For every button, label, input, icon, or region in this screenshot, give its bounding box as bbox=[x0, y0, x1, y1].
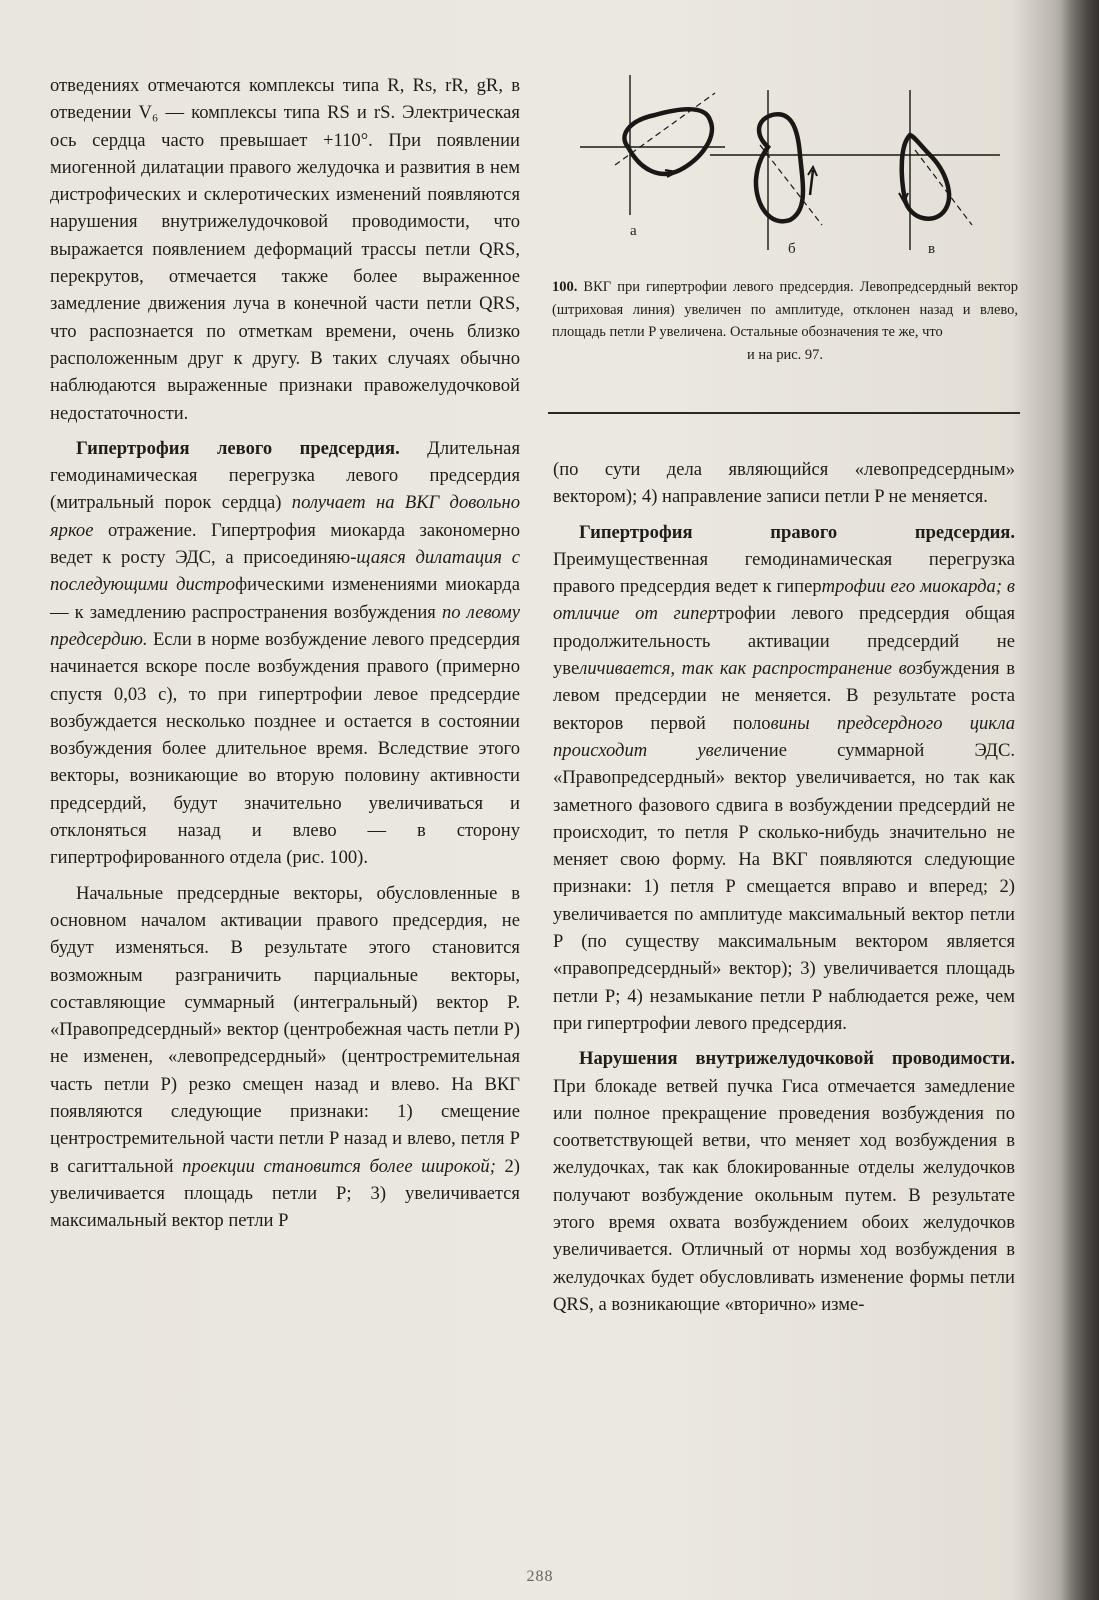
italic-run: получает на ВКГ довольно яркое bbox=[50, 492, 520, 541]
page-number: 288 bbox=[526, 1568, 554, 1585]
text-run: Преимущественная гемодинамическая перегрузка правого предсердия ведет к гипер bbox=[553, 548, 1015, 598]
section-heading-left-atrium: Гипертрофия левого предсердия. bbox=[76, 437, 400, 459]
caption-last-line: и на рис. 97. bbox=[746, 346, 824, 363]
figure-caption bbox=[552, 276, 1018, 366]
section-heading-conduction: Нарушения внутрижелудочковой проводимости. bbox=[579, 1048, 1015, 1070]
figure-label-a: а bbox=[630, 223, 637, 239]
binding-edge-shadow bbox=[1061, 0, 1099, 1600]
left-paragraph-3 bbox=[50, 880, 520, 1235]
caption-divider bbox=[548, 412, 1020, 414]
right-paragraph-2 bbox=[553, 519, 1015, 1038]
text-run: буждения в левом предсердии не меняется. В результате роста векторов первой поло bbox=[553, 658, 1015, 734]
italic-run: трофии его миокарда; в отличие от гипер bbox=[553, 576, 1015, 625]
text-run: трофии левого предсердия общая продолжительность активации предсердий не уве bbox=[553, 603, 1016, 680]
italic-run: по левому предсердию. bbox=[50, 601, 520, 650]
caption-title: ВКГ при гипертрофии левого предсердия. bbox=[577, 279, 854, 295]
vcg-loop-c bbox=[860, 90, 1000, 257]
right-paragraph-1: (по сути дела являющийся «левопредсердным» вектором); 4) направление записи петли P не меняется. bbox=[553, 459, 1015, 508]
text-run: отражение. Гипертрофия миокарда закономерно ведет к росту ЭДС, а присоединяю- bbox=[50, 519, 520, 569]
italic-run: щаяся дилатация с последующими дистро bbox=[50, 547, 520, 596]
vcg-loop-a bbox=[580, 75, 725, 239]
text-run: Длительная гемодинамическая перегрузка левого предсердия (митральный порок сердца) bbox=[50, 437, 520, 514]
left-paragraph-2 bbox=[50, 435, 520, 872]
text-run: Если в норме возбуждение левого предсердия начинается вскоре после возбуждения правого (примерно спустя 0,03 с), то при гипертрофии левое предсердие возбуждается несколько позднее и остается в состоянии возбуждения более длительное время. Вследствие этого векторы, возникающие во вторую половину активности предсердий, будут значительно увеличиваться и отклоняться назад и влево — в сторону гипертрофированного отдела (рис. 100). bbox=[50, 628, 520, 869]
italic-run: вины предсердного цикла происходит уве bbox=[553, 712, 1015, 761]
italic-run: личивается, так как распространение воз bbox=[579, 658, 923, 680]
vcg-loop-b bbox=[710, 90, 860, 257]
right-column bbox=[553, 456, 1015, 1318]
left-column bbox=[50, 72, 520, 1234]
text-run: личение суммарной ЭДС. «Правопредсердный» вектор увеличивается, но так как заметного фазового сдвига в возбуждении предсердий не происходит, то петля P сколько-нибудь значительно не меняет свою форму. На ВКГ появляются следующие признаки: 1) петля P смещается вправо и вперед; 2) увеличивается по амплитуде максимальный вектор петли P (по существу максимальным вектором является «правопредсердный» вектор); 3) увеличивается площадь петли P; 4) незамыкание петли P наблюдается реже, чем при гипертрофии левого предсердия. bbox=[553, 739, 1015, 1034]
text-run: Начальные предсердные векторы, обусловленные в основном началом активации правого предсердия, не будут изменяться. В результате этого становится возможным разграничить парциальные векторы, составляющие суммарный (интегральный) вектор P. «Правопредсердный» вектор (центробежная часть петли P) не изменен, «левопредсердный» (центростремительная часть петли P) резко смещен назад и влево. На ВКГ появляются следующие признаки: 1) смещение центростремительной части петли P назад и влево, петля P в сагиттальной bbox=[50, 882, 520, 1177]
caption-body: Левопредсердный вектор (штриховая линия) увеличен по амплитуде, отклонен назад и влево, площадь петли P увеличена. Остальные обозначения те же, что bbox=[552, 279, 1019, 340]
left-paragraph-1: отведениях отмечаются комплексы типа R, Rs, rR, gR, в отведении V₆ — комплексы типа RS и rS. Электрическая ось сердца часто превышает +110°. При появлении миогенной дилатации правого желудочка и развития в нем дистрофических и склеротических изменений появляются нарушения внутрижелудочковой проводимости, что выражается появлением деформаций трассы петли QRS, перекрутов, отмечается также более выраженное замедление движения луча в конечной части петли QRS, что распознается по отметкам времени, очень близко расположенным друг к другу. В таких случаях обычно наблюдаются выраженные признаки правожелудочковой недостаточности. bbox=[50, 75, 520, 424]
figure-label-b: б bbox=[788, 241, 796, 257]
caption-number: 100. bbox=[552, 279, 578, 295]
italic-run: проекции становится более широкой; bbox=[182, 1155, 496, 1177]
figure-label-c: в bbox=[928, 241, 936, 257]
section-heading-right-atrium: Гипертрофия правого предсердия. bbox=[579, 521, 1015, 543]
vcg-figure bbox=[560, 75, 1015, 265]
text-run: 2) увеличивается площадь петли P; 3) увеличивается максимальный вектор петли P bbox=[50, 1155, 520, 1232]
text-run: фическими изменениями миокарда — к замедлению распространения возбуждения bbox=[50, 574, 520, 623]
right-paragraph-3 bbox=[553, 1045, 1015, 1318]
text-run: При блокаде ветвей пучка Гиса отмечается замедление или полное прекращение проведения возбуждения по соответствующей ветви, что меняет ход возбуждения в желудочках, так как блокированные отделы желудочков получают возбуждение окольным путем. В результате этого время охвата возбуждением обоих желудочков увеличивается. Отличный от нормы ход возбуждения в желудочках будет обусловливать изменение формы петли QRS, а возникающие «вторично» изме- bbox=[553, 1075, 1015, 1315]
